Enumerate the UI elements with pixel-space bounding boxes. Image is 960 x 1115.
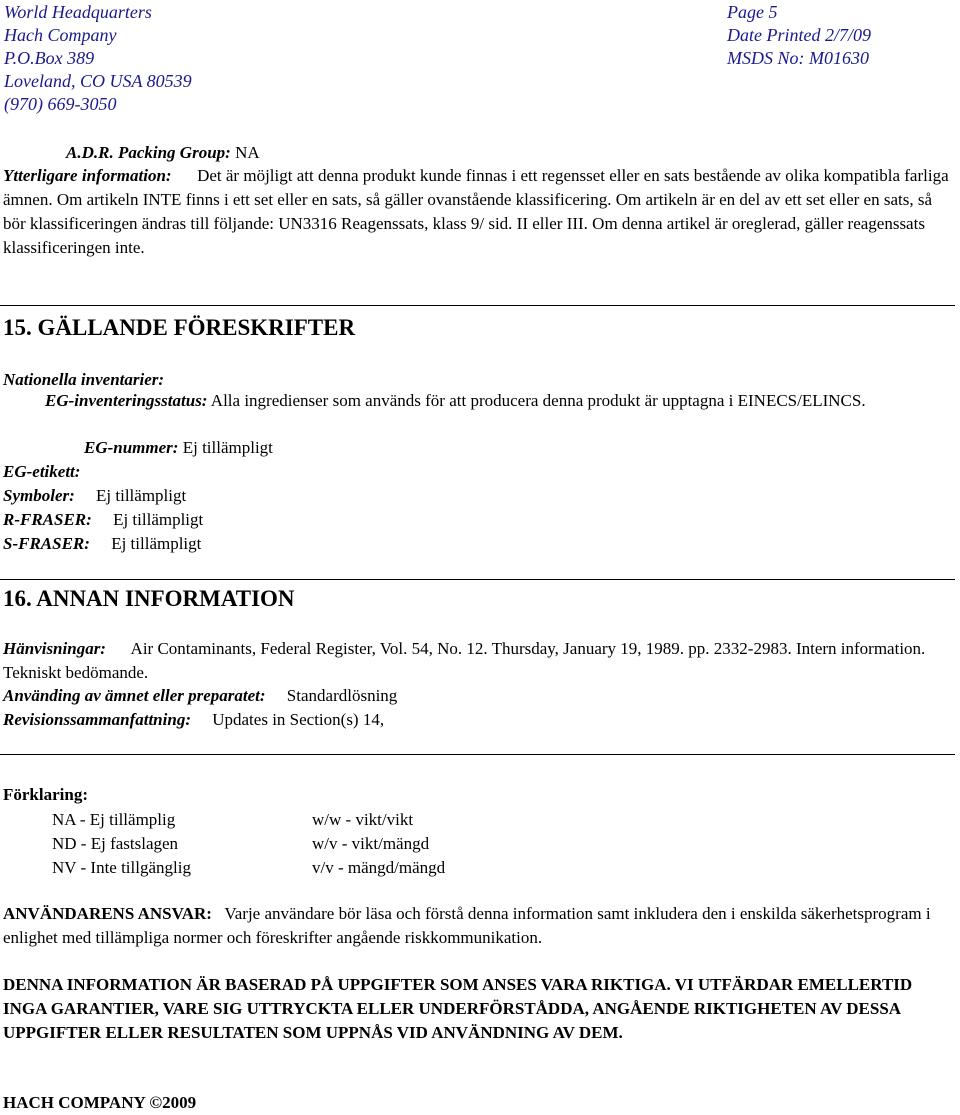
revision-row xyxy=(3,710,384,730)
r-phrases-value: Ej tillämpligt xyxy=(113,510,204,529)
legend-item: w/w - vikt/vikt xyxy=(312,810,414,829)
references xyxy=(3,637,958,685)
legend-left-column xyxy=(52,808,191,880)
additional-info-text: Det är möjligt att denna produkt kunde finnas i ett regensset eller en sats bestående av olika kompatibla farliga ämnen. Om artikeln INTE finns i ett set eller en sats, så gäller ovanstående klassificering. Om artikeln är en del av ett set eller en sats, så bör klassificeringen ändras till följande: UN3316 Reagenssats, klass 9/ sid. II eller III. Om denna artikel är oreglerad, gäller reagenssats klassificeringen inte. xyxy=(3,166,949,257)
user-responsibility xyxy=(3,902,958,950)
revision-label: Revisionssammanfattning: xyxy=(3,710,191,729)
additional-info xyxy=(3,164,958,260)
divider xyxy=(0,754,955,755)
usage-label: Använding av ämnet eller preparatet: xyxy=(3,686,266,705)
additional-info-label: Ytterligare information: xyxy=(3,166,172,185)
eg-status-value: Alla ingredienser som används för att producera denna produkt är upptagna i EINECS/ELINCS. xyxy=(210,391,866,410)
header-meta xyxy=(727,1,871,70)
legend-right-column xyxy=(312,808,445,880)
eg-number-label: EG-nummer: xyxy=(84,438,179,457)
date-printed: Date Printed 2/7/09 xyxy=(727,25,871,45)
eg-number xyxy=(84,438,273,458)
disclaimer: DENNA INFORMATION ÄR BASERAD PÅ UPPGIFTER SOM ANSES VARA RIKTIGA. VI UTFÄRDAR EMELLERTID INGA GARANTIER, VARE SIG UTTRYCKTA ELLER UNDERFÖRSTÅDDA, ANGÅENDE RIKTIGHETEN AV DESSA UPPGIFTER ELLER RESULTATEN SOM UPPNÅS VID ANVÄNDNING AV DEM. xyxy=(3,975,913,1042)
section-15-title: 15. GÄLLANDE FÖRESKRIFTER xyxy=(3,315,356,340)
s-phrases-value: Ej tillämpligt xyxy=(111,534,202,553)
legend-item: NV - Inte tillgänglig xyxy=(52,858,191,877)
responsibility-text: Varje användare bör läsa och förstå denna information samt inkludera den i enskilda säkerhetsprogram i enlighet med tillämpliga normer och föreskrifter angående riskkommunikation. xyxy=(3,904,931,947)
footer-copyright: HACH COMPANY ©2009 xyxy=(3,1093,197,1112)
section-16-title: 16. ANNAN INFORMATION xyxy=(3,586,295,611)
company-line: P.O.Box 389 xyxy=(4,48,95,68)
symbols-label: Symboler: xyxy=(3,486,75,505)
company-line: Hach Company xyxy=(4,25,117,45)
usage-row xyxy=(3,686,397,706)
adr-label: A.D.R. Packing Group: xyxy=(66,143,231,162)
adr-value: NA xyxy=(235,143,260,162)
responsibility-label: ANVÄNDARENS ANSVAR: xyxy=(3,904,212,923)
eg-number-value: Ej tillämpligt xyxy=(182,438,273,457)
msds-number: MSDS No: M01630 xyxy=(727,48,869,68)
company-line: World Headquarters xyxy=(4,2,152,22)
s-phrases-row xyxy=(3,534,201,554)
references-label: Hänvisningar: xyxy=(3,639,106,658)
symbols-value: Ej tillämpligt xyxy=(96,486,187,505)
legend-title: Förklaring: xyxy=(3,785,88,804)
legend-item: w/v - vikt/mängd xyxy=(312,834,430,853)
eg-label-heading: EG-etikett: xyxy=(3,462,81,481)
adr-packing-group xyxy=(66,143,260,163)
usage-value: Standardlösning xyxy=(286,686,398,705)
eg-inventory-status xyxy=(3,389,958,413)
revision-value: Updates in Section(s) 14, xyxy=(212,710,385,729)
company-line: Loveland, CO USA 80539 xyxy=(4,71,192,91)
divider xyxy=(0,579,955,580)
inventory-label: Nationella inventarier: xyxy=(3,370,165,389)
header-address xyxy=(4,1,192,116)
references-value: Air Contaminants, Federal Register, Vol. 54, No. 12. Thursday, January 19, 1989. pp. 2332-2983. Intern information. Tekniskt bedömande. xyxy=(3,639,926,682)
symbols-row xyxy=(3,486,186,506)
legend-item: v/v - mängd/mängd xyxy=(312,858,446,877)
s-phrases-label: S-FRASER: xyxy=(3,534,90,553)
r-phrases-label: R-FRASER: xyxy=(3,510,92,529)
legend-item: NA - Ej tillämplig xyxy=(52,810,176,829)
legend-item: ND - Ej fastslagen xyxy=(52,834,179,853)
page-number: Page 5 xyxy=(727,2,778,22)
eg-status-label: EG-inventeringsstatus: xyxy=(45,391,208,410)
company-line: (970) 669-3050 xyxy=(4,94,117,114)
divider xyxy=(0,305,955,306)
r-phrases-row xyxy=(3,510,203,530)
